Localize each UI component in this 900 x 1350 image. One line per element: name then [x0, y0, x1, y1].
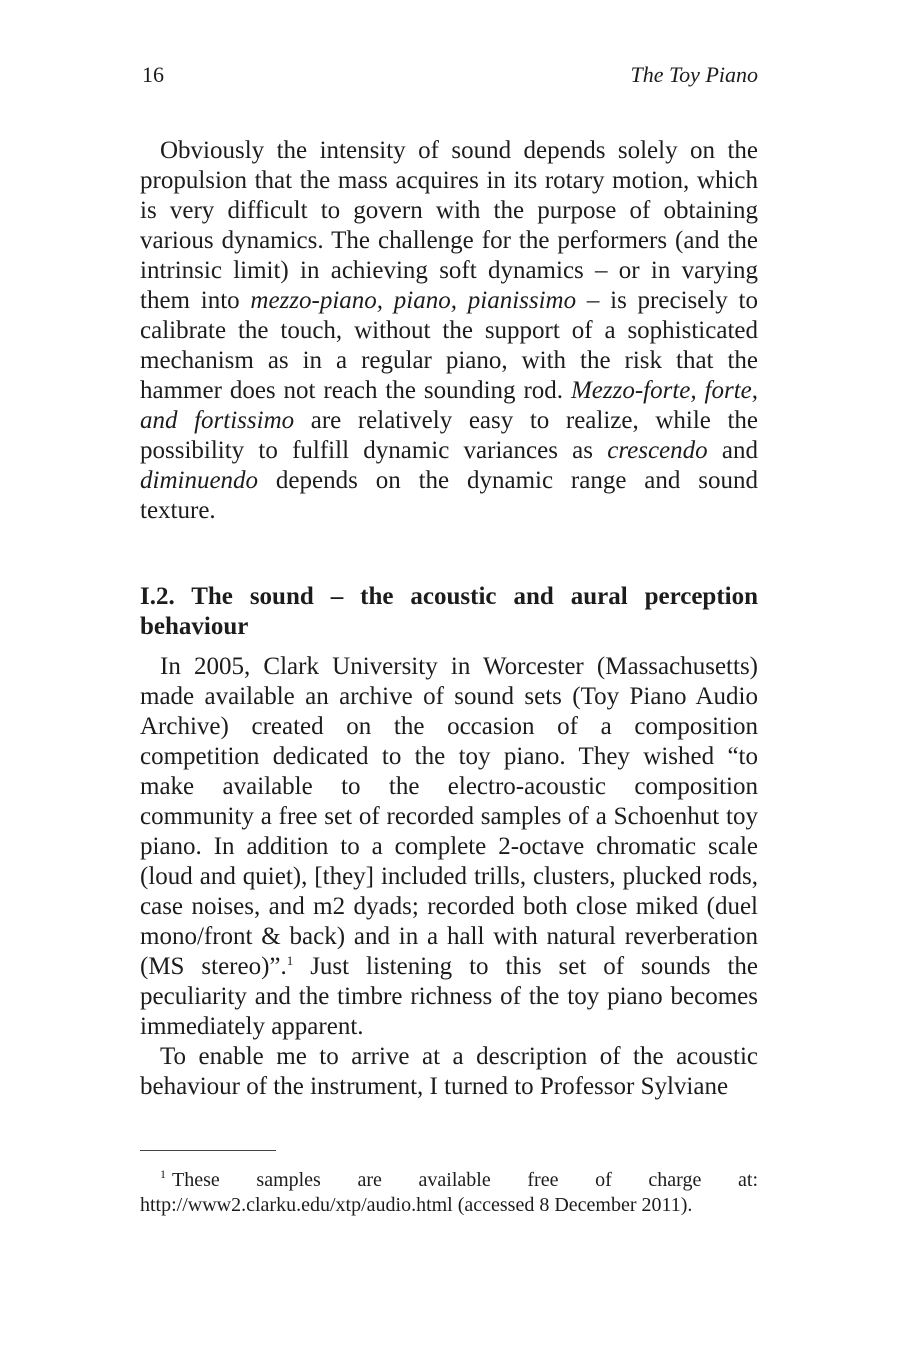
paragraph-text: Just listening to this set of sounds the peculiarity and the timbre richness of the toy piano becomes immediately apparent.: [140, 953, 758, 1040]
paragraph-clark-archive: [140, 652, 758, 1042]
paragraph-acoustic: To enable me to arrive at a description of the acoustic behaviour of the instrument, I turned to Professor Sylviane: [140, 1043, 758, 1100]
footnote-marker: 1: [160, 1167, 166, 1181]
page-number: 16: [142, 62, 164, 87]
footnote-reference: 1: [286, 953, 294, 968]
section-heading: I.2. The sound – the acoustic and aural perception behaviour: [140, 583, 758, 640]
paragraph-text: In 2005, Clark University in Worcester (Massachusetts) made available an archive of sound sets (Toy Piano Audio Archive) created on the occasion of a composition competition dedicated to the toy piano. They wished “to make available to the electro-acoustic composition community a free set of recorded samples of a Schoenhut toy piano. In addition to a complete 2-octave chromatic scale (loud and quiet), [they] included trills, clusters, plucked rods, case noises, and m2 dyads; recorded both close miked (duel mono/front & back) and in a hall with natural reverberation (MS stereo)”.: [140, 653, 758, 980]
paragraph-dynamics: [140, 136, 758, 526]
footnote-text: These samples are available free of charge at: http://www2.clarku.edu/xtp/audio.html (accessed 8 December 2011).: [140, 1169, 758, 1216]
paragraph-text: depends on the dynamic range and sound texture.: [140, 467, 758, 524]
italic-term: crescendo: [607, 437, 708, 464]
running-head: [140, 62, 758, 94]
paragraph-text: are relatively easy to realize, while the possibility to fulfill dynamic variances as: [140, 407, 758, 464]
italic-term: Mezzo-forte, forte, and fortissimo: [140, 377, 758, 434]
italic-term: mezzo-piano, piano, pianissimo: [250, 287, 577, 314]
paragraph-text: and: [707, 437, 758, 464]
paragraph-text: – is precisely to calibrate the touch, without the support of a sophisticated mechanism as in a regular piano, with the risk that the hammer does not reach the sounding rod.: [140, 287, 758, 404]
paragraph-text: Obviously the intensity of sound depends solely on the propulsion that the mass acquires in its rotary motion, which is very difficult to govern with the purpose of obtaining various dynamics. The challenge for the performers (and the intrinsic limit) in achieving soft dynamics – or in varying them into: [140, 137, 758, 314]
footnote-divider: [140, 1150, 276, 1151]
footnote: [140, 1168, 758, 1218]
book-title: The Toy Piano: [630, 62, 758, 87]
italic-term: diminuendo: [140, 467, 259, 494]
